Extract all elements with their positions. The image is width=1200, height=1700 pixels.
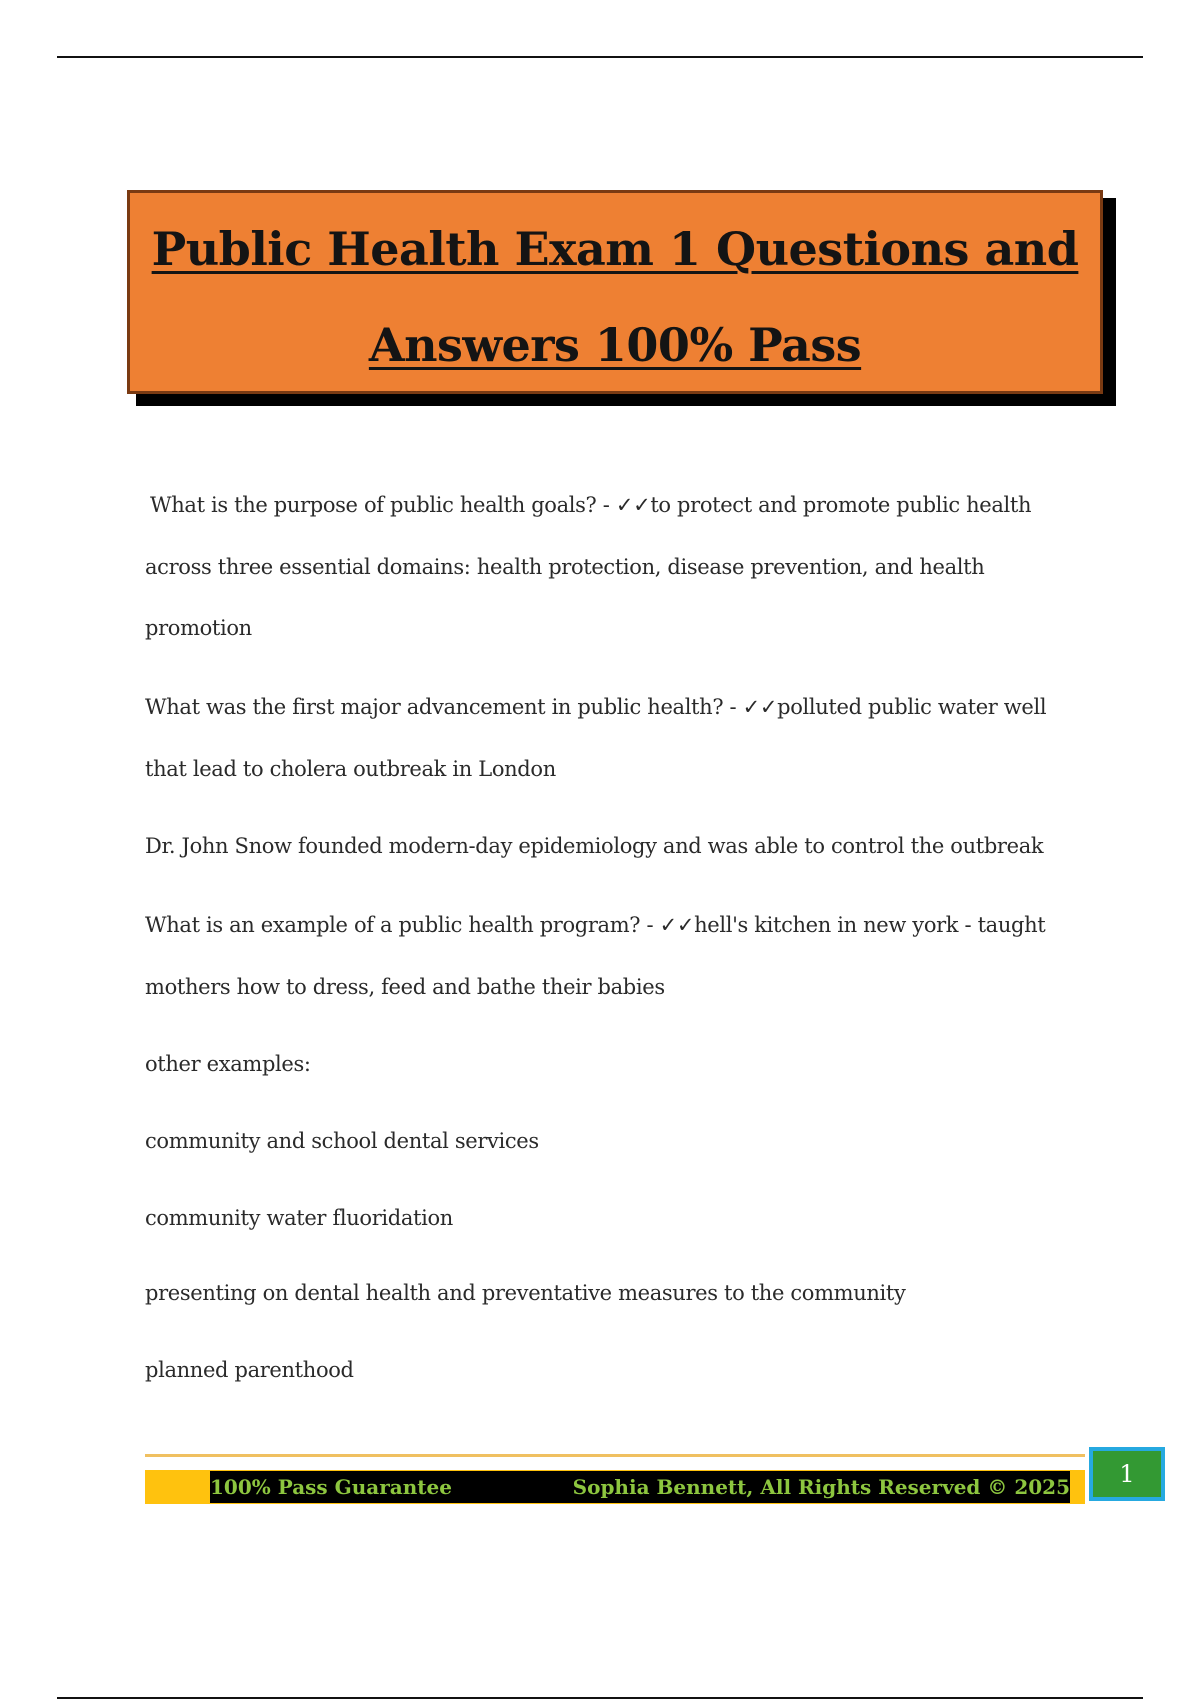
title-line-1: Public Health Exam 1 Questions and: [151, 222, 1079, 276]
footer-rule: [145, 1454, 1085, 1457]
paragraph-other-examples: other examples:: [145, 1052, 311, 1076]
paragraph-q3-line2: mothers how to dress, feed and bathe their babies: [145, 975, 665, 999]
list-item: community water fluoridation: [145, 1206, 453, 1230]
paragraph-q1-line1: What is the purpose of public health goals? - ✓✓to protect and promote public health: [150, 493, 1032, 517]
paragraph-snow: Dr. John Snow founded modern-day epidemiology and was able to control the outbreak: [145, 834, 1044, 858]
title-banner: [127, 190, 1103, 394]
paragraph-q1-line2: across three essential domains: health protection, disease prevention, and health: [145, 555, 985, 579]
paragraph-q1-line3: promotion: [145, 616, 252, 640]
paragraph-q2-line2: that lead to cholera outbreak in London: [145, 757, 556, 781]
list-item: presenting on dental health and preventative measures to the community: [145, 1281, 906, 1305]
paragraph-q2-line1: What was the first major advancement in public health? - ✓✓polluted public water well: [145, 695, 1047, 719]
title-line-2: Answers 100% Pass: [368, 318, 862, 372]
footer-copyright-text: Sophia Bennett, All Rights Reserved © 2025: [572, 1475, 1070, 1499]
page-number: 1: [1089, 1447, 1165, 1501]
list-item: planned parenthood: [145, 1358, 354, 1382]
list-item: community and school dental services: [145, 1129, 539, 1153]
bottom-rule: [57, 1697, 1143, 1699]
footer-guarantee-text: 100% Pass Guarantee: [210, 1475, 452, 1499]
top-rule: [57, 56, 1143, 58]
paragraph-q3-line1: What is an example of a public health program? - ✓✓hell's kitchen in new york - taught: [145, 913, 1046, 937]
